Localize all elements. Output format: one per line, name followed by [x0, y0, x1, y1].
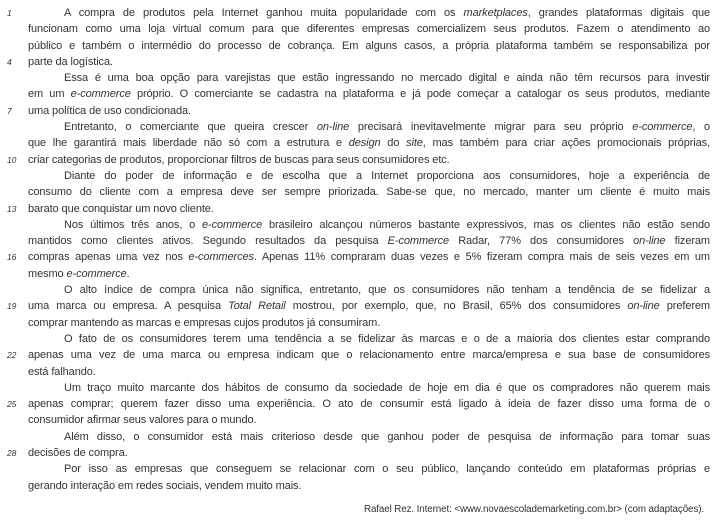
line-text: comprar mantendo as marcas e empresas cujos produtos já consumiram. — [28, 316, 381, 329]
italic-term: on-line — [627, 300, 660, 313]
line-text: está falhando. — [28, 365, 96, 378]
line-text: Por isso as empresas que conseguem se relacionar com o seu público, lançando conteúdo em plataformas próprias e — [64, 463, 710, 476]
text-line — [0, 364, 710, 380]
line-text: mesmo e-commerce. — [28, 267, 130, 280]
line-number: 4 — [7, 56, 12, 67]
text-line — [0, 70, 710, 86]
text-line — [0, 86, 710, 102]
line-number — [0, 331, 28, 347]
line-number — [0, 412, 28, 428]
text-line — [0, 298, 710, 314]
line-text: decisões de compra. — [28, 447, 128, 460]
text-line — [0, 21, 710, 37]
italic-term: e-commerce — [632, 121, 693, 134]
text-line — [0, 315, 710, 331]
line-number — [0, 21, 28, 37]
text-line — [0, 347, 710, 363]
text-line — [0, 396, 710, 412]
line-number — [0, 461, 28, 477]
text-line — [0, 412, 710, 428]
line-text: consumo do cliente com a empresa deve ser sempre priorizada. Sabe-se que, no mercado, manter um cliente é muito mais — [28, 186, 710, 199]
italic-term: marketplaces — [463, 7, 528, 19]
line-number — [0, 135, 28, 151]
line-number — [0, 168, 28, 184]
italic-term: on-line — [316, 121, 350, 134]
line-number — [0, 217, 28, 233]
text-line — [0, 233, 710, 249]
line-text: que lhe garantirá mais liberdade não só com a estrutura e design do site, mas também para criar ações promocionais próprias, — [28, 137, 710, 150]
line-text: consumidor afirmar seus valores para o mundo. — [28, 414, 257, 427]
line-number — [0, 282, 28, 298]
line-text: parte da logística. — [28, 55, 113, 68]
text-line — [0, 478, 710, 494]
text-line — [0, 119, 710, 135]
line-number — [0, 233, 28, 249]
text-line — [0, 168, 710, 184]
line-text: gerando interação em redes sociais, vendem muito mais. — [28, 479, 302, 492]
line-text: apenas uma vez de uma marca ou empresa indicam que o relacionamento entre marca/empresa e sua base de consumidores — [28, 349, 710, 362]
line-number: 25 — [7, 399, 17, 410]
line-text: Entretanto, o comerciante que queira crescer on-line precisará inevitavelmente migrar para seu próprio e-commerce, o — [64, 121, 710, 134]
line-text: público e também o intermédio do processo de cobrança. Em alguns casos, a própria plataforma também se responsabiliza por — [28, 39, 710, 52]
italic-term: site — [406, 137, 423, 150]
line-text: mantidos como clientes ativos. Segundo resultados da pesquisa E-commerce Radar, 77% dos consumidores on-line fizeram — [28, 235, 710, 248]
text-line — [0, 331, 710, 347]
line-number — [0, 380, 28, 396]
line-number: 10 — [7, 154, 17, 165]
line-number — [0, 119, 28, 135]
line-text: Diante do poder de informação e de escolha que a Internet proporciona aos consumidores, hoje a experiência de — [64, 169, 710, 182]
text-line — [0, 217, 710, 233]
line-text: uma política de uso condicionada. — [28, 104, 192, 117]
line-text: criar categorias de produtos, proporcionar filtros de buscas para seus consumidores etc. — [28, 153, 450, 166]
text-line — [0, 103, 710, 119]
line-number — [0, 364, 28, 380]
text-line — [0, 461, 710, 477]
italic-term: e-commerce — [66, 267, 127, 280]
italic-term: e-commerce — [70, 88, 131, 101]
text-line — [0, 429, 710, 445]
text-line — [0, 152, 710, 168]
text-line — [0, 38, 710, 54]
line-text: apenas comprar; querem fazer disso uma experiência. O ato de consumir está ligado à ideia de fazer disso uma forma de o — [28, 398, 710, 411]
line-text: uma marca ou empresa. A pesquisa Total Retail mostrou, por exemplo, que, no Brasil, 65% dos consumidores on-line preferem — [28, 300, 710, 313]
line-number — [0, 266, 28, 282]
line-text: A compra de produtos pela Internet ganhou muita popularidade com os marketplaces, grandes plataformas digitais que — [64, 7, 711, 19]
line-number: 16 — [7, 252, 17, 263]
text-line — [0, 5, 710, 21]
line-number — [0, 86, 28, 102]
italic-term: design — [348, 137, 381, 150]
italic-term: Total Retail — [228, 300, 286, 313]
italic-term: E-commerce — [387, 235, 450, 248]
text-line — [0, 266, 710, 282]
italic-term: on-line — [633, 235, 666, 248]
line-number: 13 — [7, 203, 17, 214]
line-text: O alto índice de compra única não significa, entretanto, que os consumidores não tenham a tendência de se fidelizar a — [64, 284, 710, 297]
text-line — [0, 184, 710, 200]
line-number — [0, 184, 28, 200]
line-text: O fato de os consumidores terem uma tendência a se fidelizar às marcas e o de a maioria dos clientes estar comprando — [64, 332, 710, 345]
text-line — [0, 54, 710, 70]
line-text: Um traço muito marcante dos hábitos de consumo da sociedade de hoje em dia é que os compradores não querem mais — [64, 381, 710, 394]
line-number — [0, 429, 28, 445]
line-number — [0, 478, 28, 494]
line-number: 22 — [7, 350, 17, 361]
line-text: Além disso, o consumidor está mais criterioso desde que ganhou poder de pesquisa de informação para tomar suas — [64, 430, 710, 443]
line-number: 7 — [7, 105, 12, 116]
line-text: Nos últimos três anos, o e-commerce brasileiro alcançou números bastante expressivos, mas os clientes não estão sendo — [64, 218, 710, 231]
line-number: 28 — [7, 448, 17, 459]
line-number: 1 — [7, 8, 12, 18]
text-line — [0, 380, 710, 396]
line-number — [0, 38, 28, 54]
text-line — [0, 201, 710, 217]
line-number — [0, 70, 28, 86]
source-attribution: Rafael Rez. Internet: <www.novaescolademarketing.com.br> (com adaptações). — [363, 503, 704, 515]
italic-term: e-commerces — [188, 251, 254, 264]
line-text: barato que conquistar um novo cliente. — [28, 202, 214, 215]
line-text: compras apenas uma vez nos e-commerces. Apenas 11% compraram duas vezes e 5% fizeram compra mais de seis vezes em um — [28, 251, 710, 264]
text-line — [0, 282, 710, 298]
line-number: 19 — [7, 301, 17, 312]
text-body — [0, 5, 710, 494]
text-line — [0, 135, 710, 151]
text-line — [0, 445, 710, 461]
line-text: funcionam como uma loja virtual comum para que diferentes empresas comercializem seus produtos. Fazem o atendimento ao — [28, 23, 710, 36]
line-text: em um e-commerce próprio. O comerciante se cadastra na plataforma e já pode começar a catalogar os seus produtos, mediante — [28, 88, 710, 101]
text-line — [0, 249, 710, 265]
italic-term: e-commerce — [201, 218, 263, 231]
line-text: Essa é uma boa opção para varejistas que estão ingressando no mercado digital e ainda não têm recursos para investir — [64, 72, 710, 85]
line-number — [0, 315, 28, 331]
